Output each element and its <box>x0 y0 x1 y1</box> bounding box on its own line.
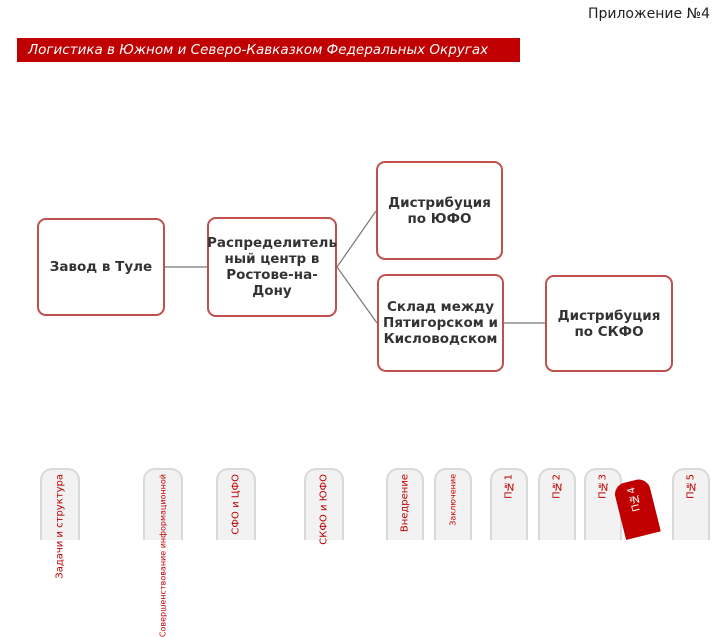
node-ufo-label: Дистрибуция по ЮФО <box>388 194 491 227</box>
tab-label: СФО и ЦФО <box>230 474 242 535</box>
edge-dc-ufo <box>337 211 376 267</box>
tab-implementation[interactable] <box>386 468 424 540</box>
tab-label: СКФО и ЮФО <box>318 474 330 545</box>
tab-label: Внедрение <box>399 474 411 533</box>
node-distribution-ufo <box>376 161 503 260</box>
tab-label: Заключение <box>448 474 458 526</box>
appendix-label: Приложение №4 <box>587 6 710 22</box>
tab-label: Задачи и структура <box>54 474 66 579</box>
tab-label: П№3 <box>597 474 609 499</box>
tab-info-improvement[interactable] <box>143 468 183 637</box>
tab-tasks-structure[interactable] <box>40 468 80 579</box>
node-factory-label: Завод в Туле <box>49 259 153 275</box>
node-warehouse-pyatigorsk <box>377 274 504 372</box>
edge-dc-sklad <box>337 267 377 323</box>
tab-conclusion[interactable] <box>434 468 472 540</box>
tab-label: Совершенствование информационной <box>158 474 168 637</box>
node-dc-label: Распределитель ный центр в Ростове-на-Дону <box>207 235 337 299</box>
tab-label: П№4 <box>626 485 643 513</box>
node-sklad-label: Склад между Пятигорском и Кисловодском <box>383 299 498 347</box>
node-factory-tula <box>37 218 165 316</box>
tab-label: П№2 <box>551 474 563 499</box>
tab-appendix-2[interactable] <box>538 468 576 540</box>
tab-sfo-cfo[interactable] <box>216 468 256 540</box>
node-distribution-center-rostov <box>207 217 337 317</box>
tab-appendix-1[interactable] <box>490 468 528 540</box>
tab-skfo-ufo[interactable] <box>304 468 344 545</box>
node-skfo-label: Дистрибуция по СКФО <box>557 307 661 340</box>
tab-label: П№5 <box>685 474 697 499</box>
navigation-tabs <box>0 468 720 637</box>
slide-title: Логистика в Южном и Северо-Кавказком Федеральных Округах <box>17 38 520 62</box>
tab-appendix-5[interactable] <box>672 468 710 540</box>
tab-label: П№1 <box>503 474 515 499</box>
node-distribution-skfo <box>545 275 673 372</box>
